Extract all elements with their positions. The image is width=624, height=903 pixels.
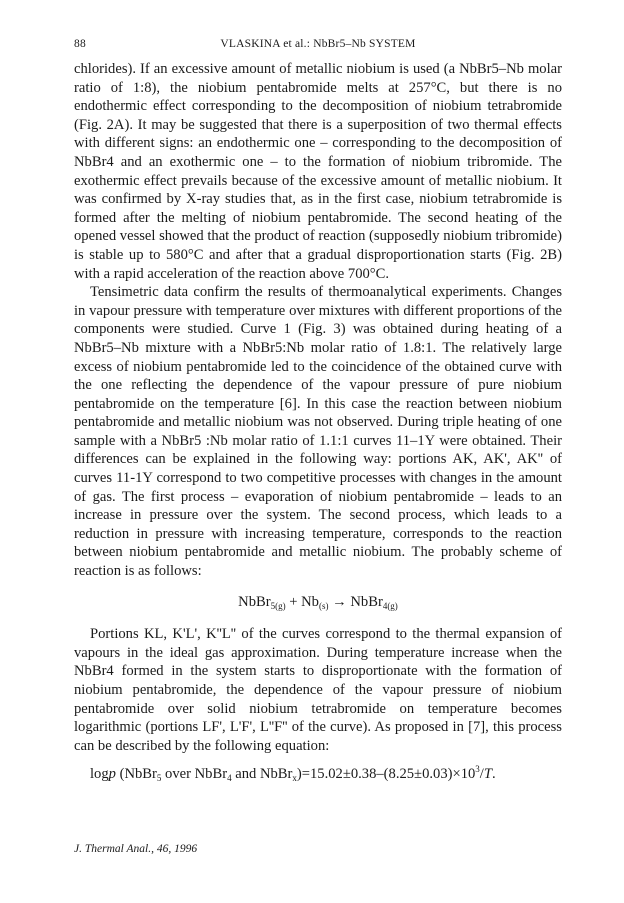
eq1-sub: 4(g) xyxy=(382,600,398,611)
eq1-term: NbBr xyxy=(350,593,383,610)
eq2-var-t: T xyxy=(483,766,492,783)
eq1-sub: 5(g) xyxy=(270,600,286,611)
paragraph-3: Portions KL, K'L', K''L'' of the curves correspond to the thermal expansion of vapours in the ideal gas approximation. During temperature increase when the NbBr4 formed in the system starts to disproportionate with the formation of niobium pentabromide, the dependence of the vapour pressure of niobium pentabromide over solid niobium tetrabromide on temperature becomes logarithmic (portions LF', L'F', L''F'' of the curve). As proposed in [7], this process can be described by the following equation: xyxy=(74,626,562,754)
running-title: VLASKINA et al.: NbBr5–Nb SYSTEM xyxy=(220,38,416,50)
eq2-term: and NbBr xyxy=(231,766,293,783)
reaction-arrow: → xyxy=(328,593,351,610)
paragraph-2: Tensimetric data confirm the results of thermoanalytical experiments. Changes in vapour pressure with temperature over mixtures with different proportions of the components were studied. Curve 1 (Fig. 3) was obtained during heating of a NbBr5–Nb mixture with a NbBr5:Nb molar ratio of 1.8:1. The relatively large excess of niobium pentabromide led to the coincidence of the obtained curve with the one reflecting the dependence of the vapour pressure of pure niobium pentabromide on the temperature [6]. In this case the reaction between niobium pentabromide and metallic niobium was not observed. During triple heating of one sample with a NbBr5 :Nb molar ratio of 1.1:1 curves 11–1Y were obtained. Their differences can be explained in the following way: portions AK, AK', AK'' of curves 11-1Y correspond to two competitive processes with changes in the amount of gas. The first process – evaporation of niobium pentabromide – leads to an increase in pressure over the system. The second process, which leads to a reduction in pressure with increasing temperature, corresponds to the reaction between niobium pentabromide and metallic niobium. The probably scheme of reaction is as follows: xyxy=(74,284,562,580)
eq1-sub: (s) xyxy=(318,600,329,611)
eq2-var-p: p xyxy=(108,766,116,783)
eq2-term: over NbBr xyxy=(161,766,228,783)
vapour-pressure-equation xyxy=(90,765,562,784)
eq2-exponent: 3 xyxy=(475,764,480,775)
eq2-sub: x xyxy=(292,773,297,784)
eq2-term: (NbBr xyxy=(115,766,157,783)
eq2-term: log xyxy=(90,766,109,783)
paragraph-1: chlorides). If an excessive amount of metallic niobium is used (a NbBr5–Nb molar ratio of 1:8), the niobium pentabromide melts at 257°C, but there is no endothermic effect corresponding to the decomposition of niobium tetrabromide (Fig. 2A). It may be suggested that there is a superposition of two thermal effects with different signs: an endothermic one – corresponding to the decomposition of NbBr4 and an exothermic one – to the formation of niobium tribromide. The exothermic effect prevails because of the excessive amount of metallic niobium. It was confirmed by X-ray studies that, as in the first case, niobium tetrabromide is formed after the melting of niobium pentabromide. The second heating of the opened vessel showed that the product of reaction (supposedly niobium tribromide) is stable up to 580°C and after that a gradual disproportionation starts (Fig. 2B) with a rapid acceleration of the reaction above 700°C. xyxy=(74,61,562,282)
page-header xyxy=(74,38,562,54)
eq2-sub: 4 xyxy=(227,773,232,784)
reaction-equation xyxy=(74,593,562,612)
eq2-term: . xyxy=(491,766,496,783)
eq2-sub: 5 xyxy=(156,773,162,784)
eq1-term: NbBr xyxy=(238,593,271,610)
article-body xyxy=(74,60,562,784)
journal-footer: J. Thermal Anal., 46, 1996 xyxy=(74,843,198,855)
eq1-term: + Nb xyxy=(285,593,319,610)
page-number: 88 xyxy=(74,38,86,50)
eq2-term: )=15.02±0.38–(8.25±0.03)×10 xyxy=(296,766,476,783)
eq2-term: / xyxy=(479,766,484,783)
